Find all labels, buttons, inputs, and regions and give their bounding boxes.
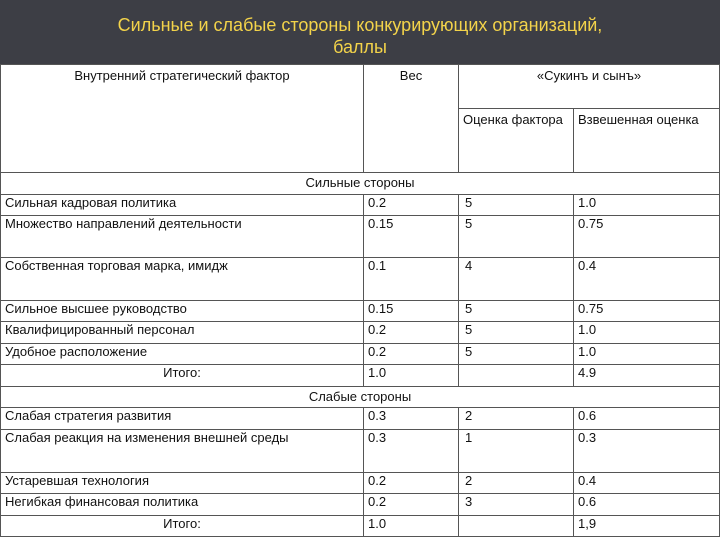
weighted-cell: 0.75 <box>574 301 720 322</box>
total-score <box>459 365 574 387</box>
table-row <box>1 430 720 473</box>
weighted-cell: 0.3 <box>574 430 720 473</box>
score-cell: 4 <box>459 258 574 301</box>
section-row-strengths <box>1 173 720 195</box>
score-cell: 2 <box>459 408 574 430</box>
total-row-weaknesses <box>1 516 720 537</box>
total-weighted: 1,9 <box>574 516 720 537</box>
weighted-cell: 0.6 <box>574 494 720 516</box>
score-cell: 5 <box>459 322 574 344</box>
factor-cell: Слабая реакция на изменения внешней среды <box>1 430 364 473</box>
weight-cell: 0.2 <box>364 473 459 494</box>
header-weighted: Взвешенная оценка <box>574 109 720 173</box>
weight-cell: 0.3 <box>364 430 459 473</box>
table-row <box>1 344 720 365</box>
weight-cell: 0.1 <box>364 258 459 301</box>
weighted-cell: 1.0 <box>574 195 720 216</box>
weight-cell: 0.2 <box>364 494 459 516</box>
weight-cell: 0.3 <box>364 408 459 430</box>
total-row-strengths <box>1 365 720 387</box>
slide-title <box>0 0 720 64</box>
weighted-cell: 1.0 <box>574 322 720 344</box>
weight-cell: 0.15 <box>364 216 459 258</box>
weight-cell: 0.2 <box>364 344 459 365</box>
table-row <box>1 301 720 322</box>
table-row <box>1 322 720 344</box>
weighted-cell: 0.4 <box>574 258 720 301</box>
factor-cell: Удобное расположение <box>1 344 364 365</box>
factor-cell: Слабая стратегия развития <box>1 408 364 430</box>
score-cell: 5 <box>459 216 574 258</box>
header-row <box>1 65 720 109</box>
weighted-cell: 0.75 <box>574 216 720 258</box>
weight-cell: 0.15 <box>364 301 459 322</box>
score-cell: 5 <box>459 344 574 365</box>
weighted-cell: 1.0 <box>574 344 720 365</box>
header-organization: «Сукинъ и сынъ» <box>459 65 720 109</box>
score-cell: 2 <box>459 473 574 494</box>
section-label: Сильные стороны <box>1 173 720 195</box>
table-row <box>1 473 720 494</box>
factors-table <box>0 64 720 537</box>
section-label: Слабые стороны <box>1 387 720 408</box>
factor-cell: Собственная торговая марка, имидж <box>1 258 364 301</box>
total-weight: 1.0 <box>364 516 459 537</box>
score-cell: 5 <box>459 195 574 216</box>
header-weight: Вес <box>364 65 459 173</box>
table-row <box>1 216 720 258</box>
table-row <box>1 494 720 516</box>
total-weighted: 4.9 <box>574 365 720 387</box>
score-cell: 5 <box>459 301 574 322</box>
header-factor: Внутренний стратегический фактор <box>1 65 364 173</box>
table-row <box>1 258 720 301</box>
weight-cell: 0.2 <box>364 322 459 344</box>
factor-cell: Сильная кадровая политика <box>1 195 364 216</box>
total-label: Итого: <box>1 516 364 537</box>
factor-cell: Негибкая финансовая политика <box>1 494 364 516</box>
score-cell: 3 <box>459 494 574 516</box>
total-score <box>459 516 574 537</box>
table-row <box>1 195 720 216</box>
weight-cell: 0.2 <box>364 195 459 216</box>
section-row-weaknesses <box>1 387 720 408</box>
factor-cell: Квалифицированный персонал <box>1 322 364 344</box>
factor-cell: Множество направлений деятельности <box>1 216 364 258</box>
table-row <box>1 408 720 430</box>
weighted-cell: 0.6 <box>574 408 720 430</box>
title-line-1: Сильные и слабые стороны конкурирующих организаций, <box>117 15 603 35</box>
total-label: Итого: <box>1 365 364 387</box>
factor-cell: Сильное высшее руководство <box>1 301 364 322</box>
score-cell: 1 <box>459 430 574 473</box>
factor-cell: Устаревшая технология <box>1 473 364 494</box>
total-weight: 1.0 <box>364 365 459 387</box>
title-line-2: баллы <box>333 37 387 57</box>
weighted-cell: 0.4 <box>574 473 720 494</box>
header-score: Оценка фактора <box>459 109 574 173</box>
